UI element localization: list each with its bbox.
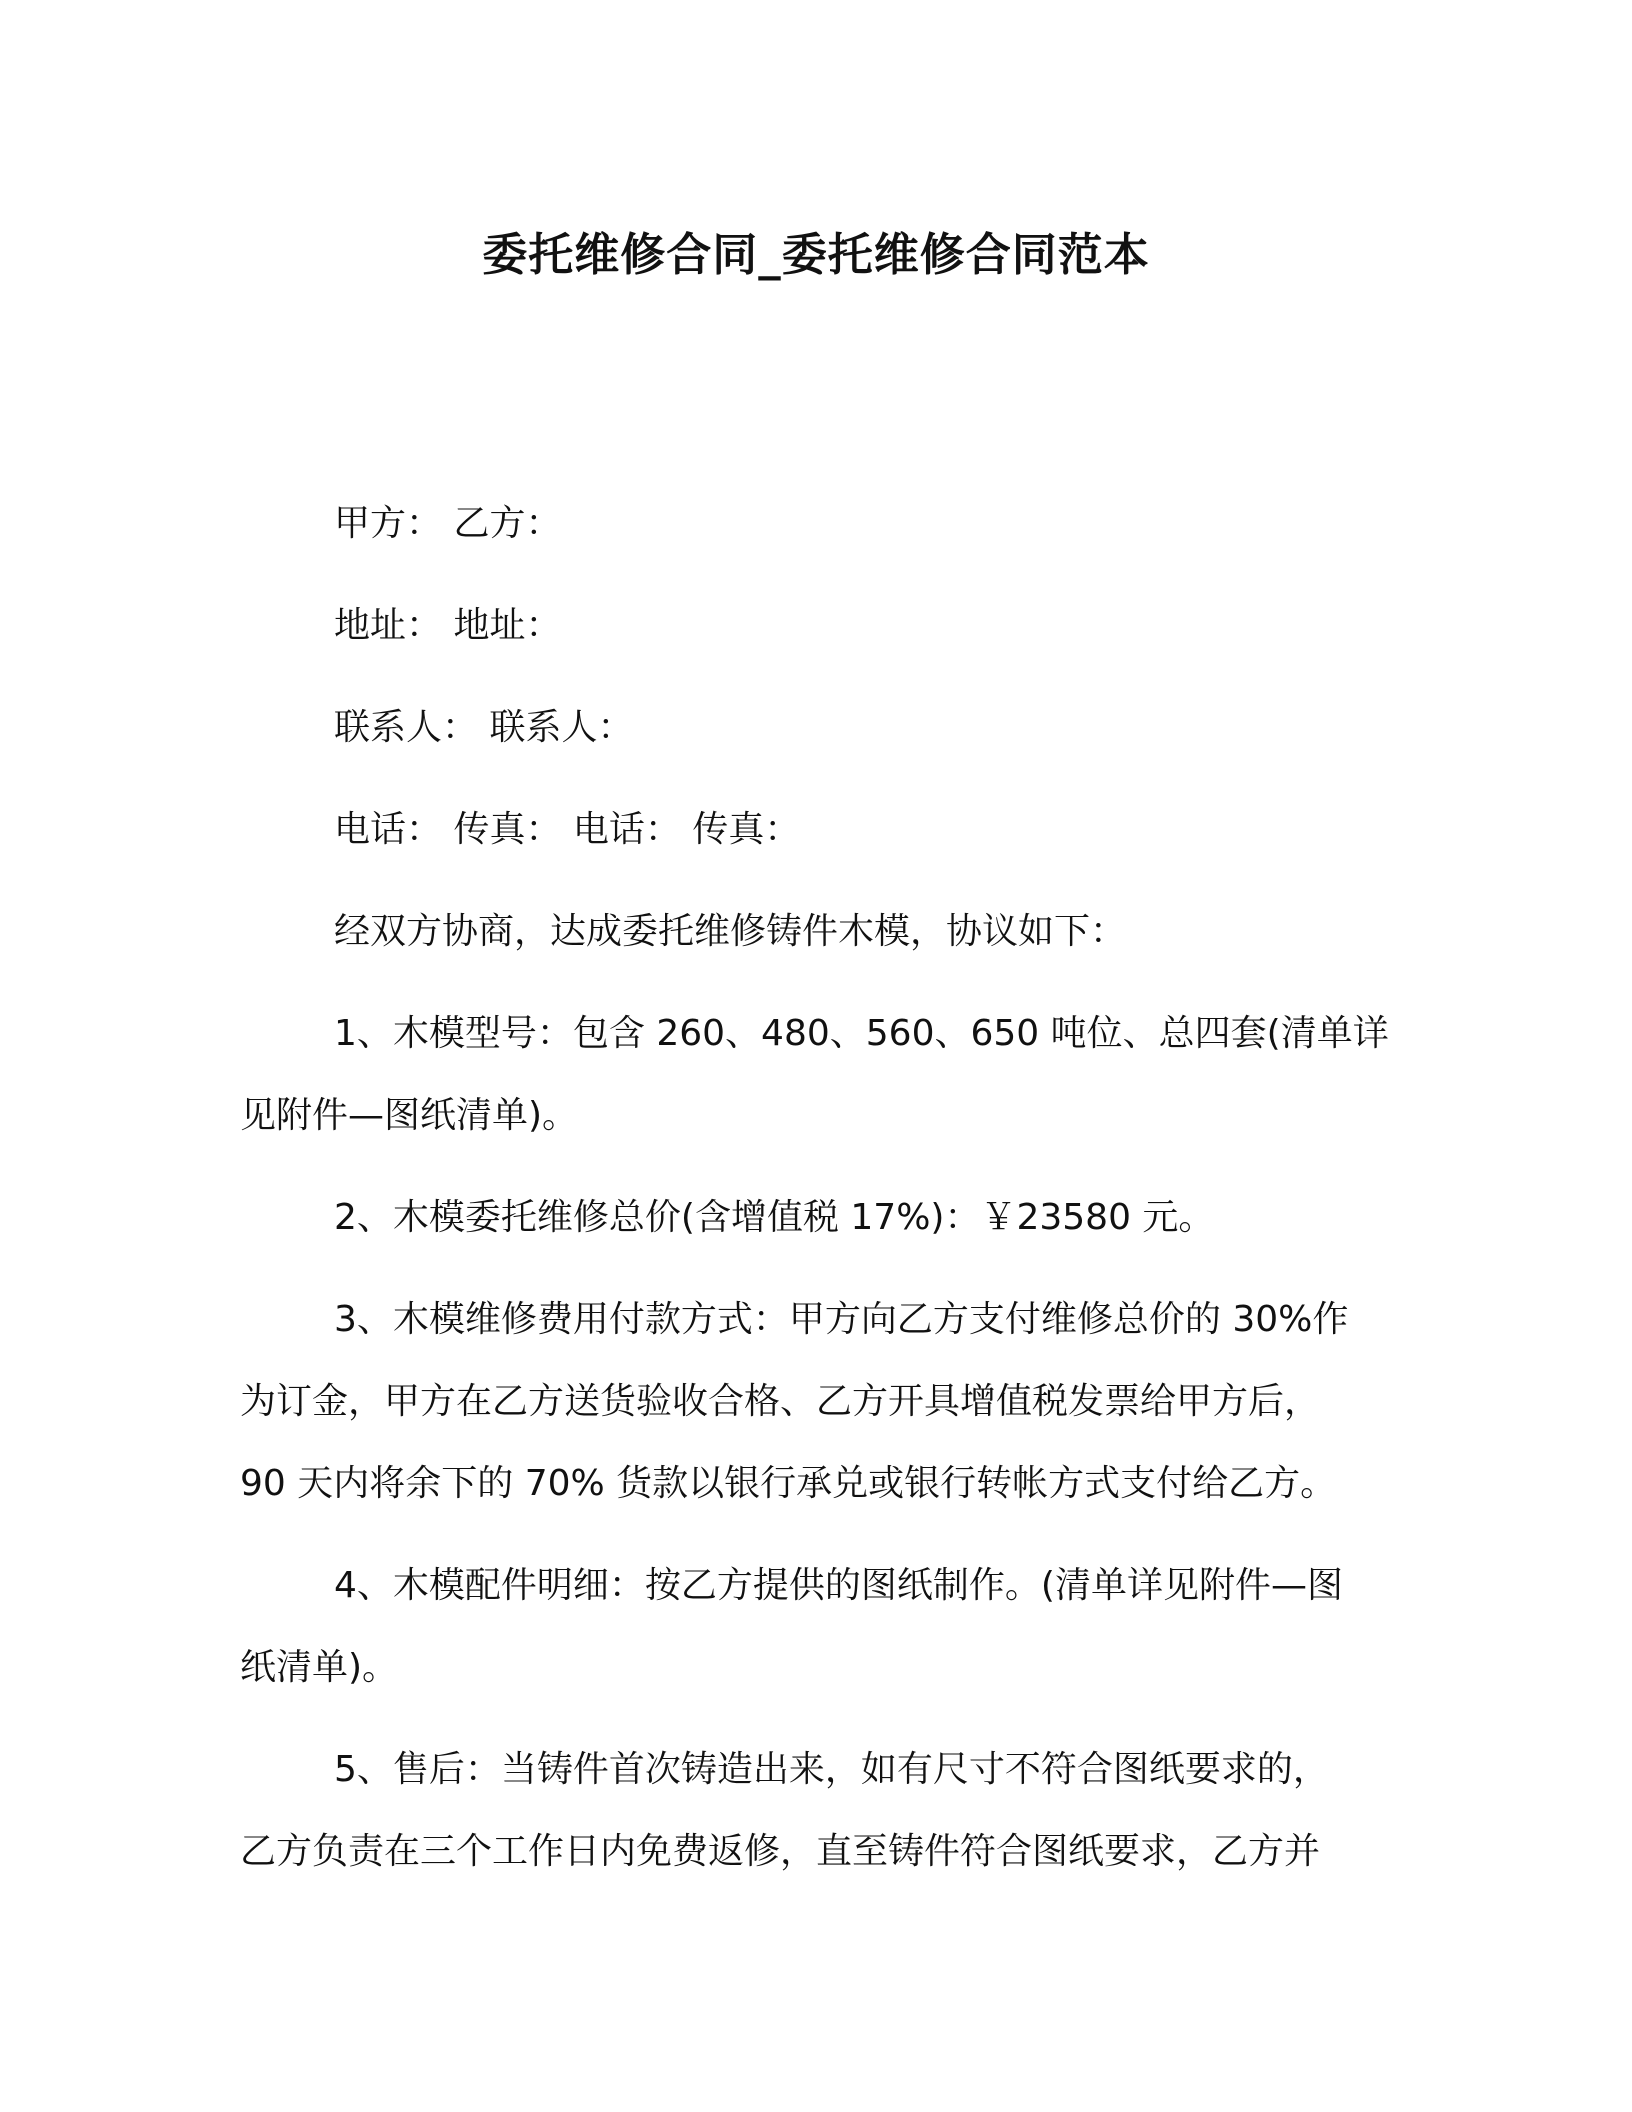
clause-5-line-2: 乙方负责在三个工作日内免费返修，直至铸件符合图纸要求，乙方并 <box>240 1831 1321 1872</box>
intro-paragraph: 经双方协商，达成委托维修铸件木模，协议如下： <box>334 911 1127 952</box>
clause-5-line-1: 5、售后：当铸件首次铸造出来，如有尺寸不符合图纸要求的， <box>334 1749 1329 1790</box>
phone-fax-line: 电话： 传真： 电话： 传真： <box>334 809 801 850</box>
address-line: 地址： 地址： <box>334 605 562 646</box>
party-line: 甲方： 乙方： <box>334 503 562 544</box>
document-title: 委托维修合同_委托维修合同范本 <box>482 228 1150 281</box>
clause-3-line-3: 90 天内将余下的 70% 货款以银行承兑或银行转帐方式支付给乙方。 <box>240 1463 1337 1504</box>
clause-3-line-1: 3、木模维修费用付款方式：甲方向乙方支付维修总价的 30%作 <box>334 1299 1349 1340</box>
clause-4-line-2: 纸清单)。 <box>240 1647 399 1688</box>
clause-1-line-1: 1、木模型号：包含 260、480、560、650 吨位、总四套(清单详 <box>334 1013 1389 1054</box>
clause-3-line-2: 为订金，甲方在乙方送货验收合格、乙方开具增值税发票给甲方后， <box>240 1381 1321 1422</box>
clause-1-line-2: 见附件—图纸清单)。 <box>240 1095 579 1136</box>
contact-line: 联系人： 联系人： <box>334 707 634 748</box>
clause-2-line-1: 2、木模委托维修总价(含增值税 17%)：￥23580 元。 <box>334 1197 1215 1238</box>
clause-4-line-1: 4、木模配件明细：按乙方提供的图纸制作。(清单详见附件—图 <box>334 1565 1343 1606</box>
